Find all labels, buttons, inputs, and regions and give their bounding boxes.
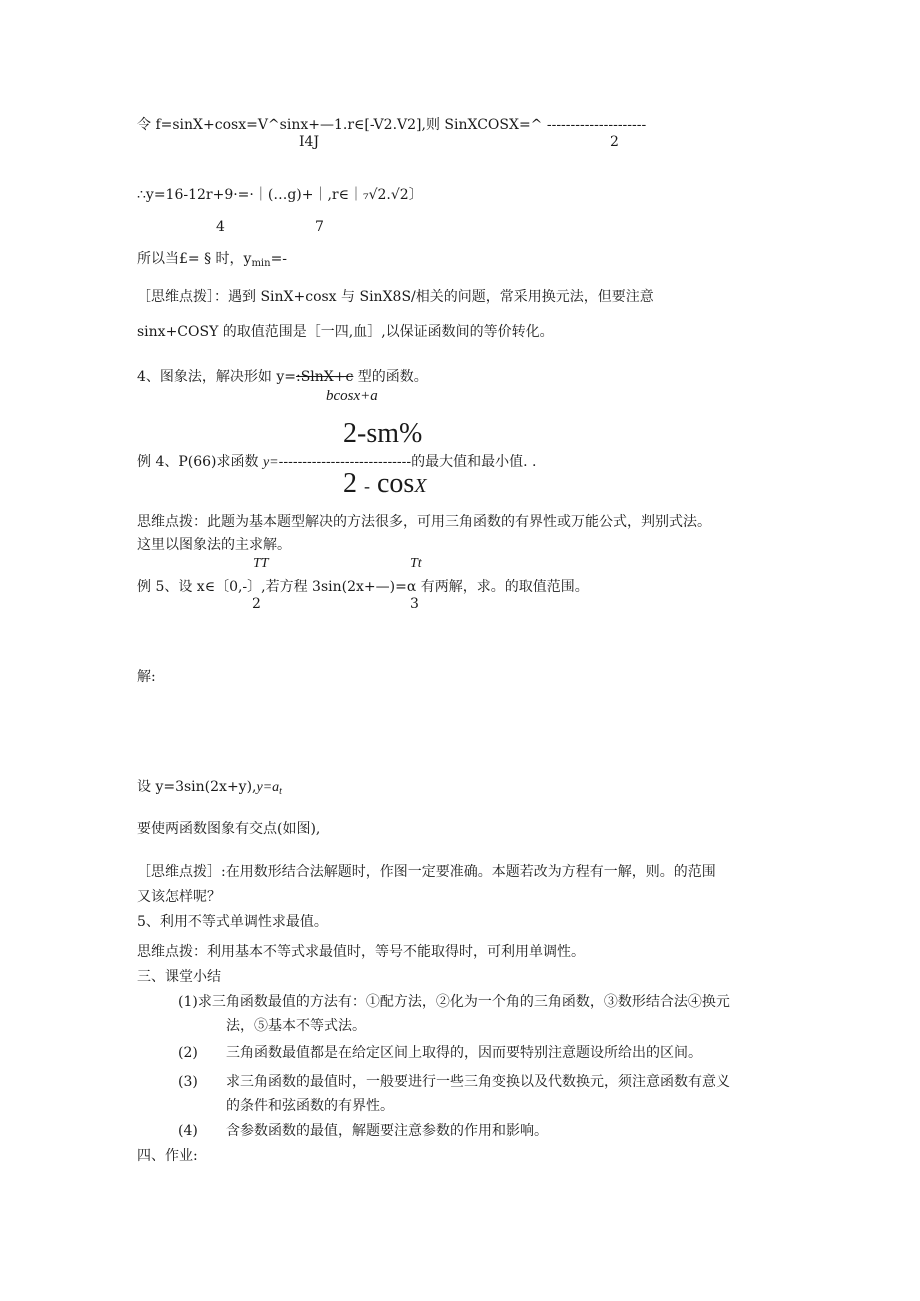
example4-denominator [343, 470, 427, 498]
inequality-heading: 5、利用不等式单调性求最值。 [137, 914, 328, 930]
fraction-denominator: 2 [610, 134, 619, 150]
example4-suffix: 的最大值和最小值. . [411, 454, 537, 470]
graph-method-denominator: bcosx+a [326, 388, 378, 404]
graph-method-prefix: 4、图象法，解决形如 y= [137, 369, 296, 385]
setup-italic: y=a [256, 780, 280, 795]
example4-dashes: ---------------------------- [278, 454, 412, 470]
summary-item-4: 含参数函数的最值，解题要注意参数的作用和影响。 [226, 1123, 548, 1139]
example5-sub-2: 2 [252, 596, 261, 612]
summary-item-3-number: (3) [178, 1074, 198, 1090]
example5-sup-tt2: Tt [410, 556, 422, 571]
example5-sup-tt: TT [253, 556, 269, 571]
thinking-tip-1-cont: sinx+COSY 的取值范围是［一四,血］,以保证函数间的等价转化。 [137, 324, 554, 340]
den-cos: cos [377, 468, 415, 499]
minimum-value-prefix: 所以当£= § 时，y [137, 251, 252, 267]
setup-subscript: t [279, 786, 282, 797]
thinking-tip-2-cont: 这里以图象法的主求解。 [137, 537, 291, 553]
fraction-denominator-4: 4 [216, 219, 225, 235]
thinking-tip-3-cont: 又该怎样呢？ [137, 889, 221, 905]
den-x: X [414, 475, 427, 497]
function-expression-line: ∴y=16-12r+9·=·｜(…g)+｜,r∈｜₇√2.√2〕 [137, 187, 423, 203]
minimum-value-suffix: =- [270, 251, 288, 267]
summary-item-2-number: (2) [178, 1045, 198, 1061]
thinking-tip-1: ［思维点拨］：遇到 SinX+cosx 与 SinX8S/相关的问题，常采用换元法，但要注意 [137, 289, 654, 305]
setup-prefix: 设 y=3sin(2x+y), [137, 779, 257, 795]
example4-line [137, 455, 536, 470]
graph-method-suffix: 型的函数。 [353, 369, 428, 385]
den-two: 2 [343, 468, 357, 499]
example5-sub-3: 3 [410, 596, 419, 612]
summary-item-2: 三角函数最值都是在给定区间上取得的，因而要特别注意题设所给出的区间。 [226, 1045, 702, 1061]
thinking-tip-3: ［思维点拨］:在用数形结合法解题时，作图一定要准确。本题若改为方程有一解，则。的范围 [137, 864, 716, 880]
summary-item-1-cont: 法，⑤基本不等式法。 [226, 1018, 366, 1034]
homework-heading: 四、作业: [137, 1148, 198, 1164]
intersection-line: 要使两函数图象有交点(如图), [137, 821, 321, 837]
example4-y: y= [262, 455, 279, 470]
solution-label: 解: [137, 669, 156, 685]
min-subscript: min [251, 258, 271, 269]
summary-item-1: (1)求三角函数最值的方法有：①配方法，②化为一个角的三角函数，③数形结合法④换元 [178, 994, 730, 1010]
section-summary-heading: 三、课堂小结 [137, 969, 221, 985]
setup-line [137, 780, 282, 797]
thinking-tip-4: 思维点拨：利用基本不等式求最值时，等号不能取得时，可利用单调性。 [137, 944, 585, 960]
example4-prefix: 例 4、P(66)求函数 [137, 454, 263, 470]
substitution-line: 令 f=sinX+cosx=V^sinx+—1.r∈[-V2.V2],则 SinXCOSX=^ --------------------- [137, 117, 647, 133]
example5-line: 例 5、设 x∈〔0,-〕,若方程 3sin(2x+—)=α 有两解，求。的取值范围。 [137, 579, 589, 595]
example4-numerator: 2-sm% [343, 418, 423, 449]
graph-method-heading [137, 370, 428, 384]
summary-item-3: 求三角函数的最值时，一般要进行一些三角变换以及代数换元，须注意函数有意义 [226, 1074, 730, 1090]
fraction-denominator-7: 7 [315, 219, 324, 235]
substitution-subscript: I4J [299, 134, 320, 150]
thinking-tip-2: 思维点拨：此题为基本题型解决的方法很多，可用三角函数的有界性或万能公式，判别式法。 [137, 514, 711, 530]
minimum-value-line [137, 252, 287, 269]
den-minus: - [364, 476, 370, 496]
summary-item-4-number: (4) [178, 1123, 198, 1139]
struck-expression: :SlnX+c [296, 369, 354, 385]
summary-item-3-cont: 的条件和弦函数的有界性。 [226, 1098, 394, 1114]
